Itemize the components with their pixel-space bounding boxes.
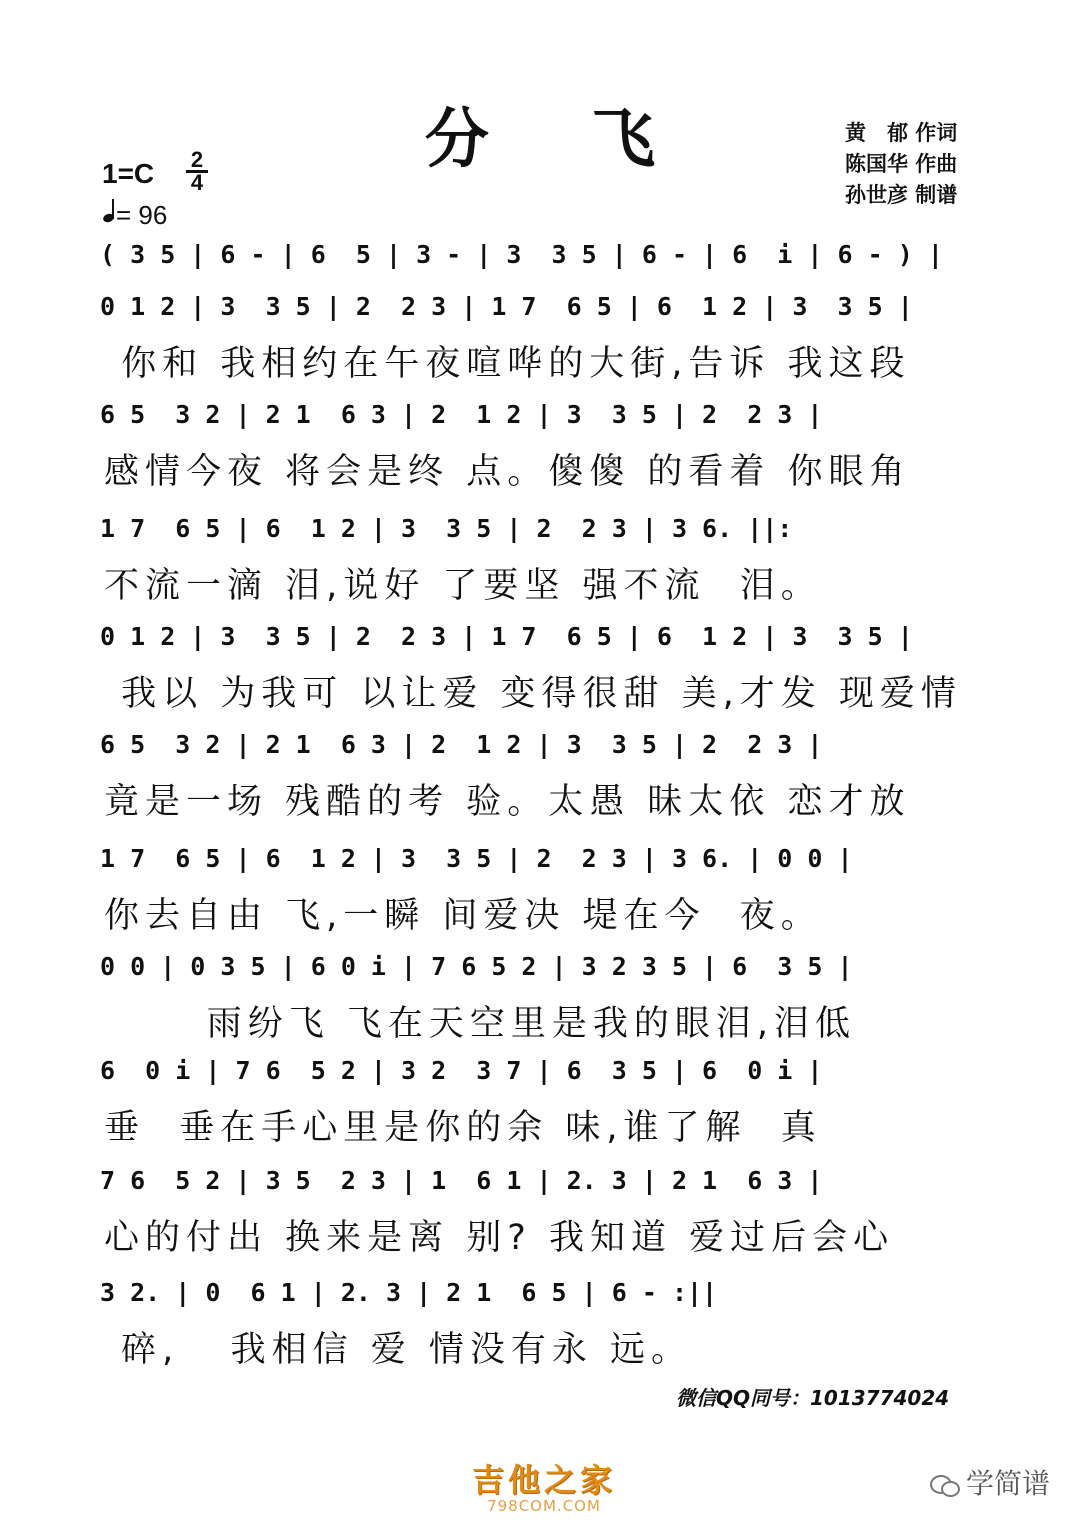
- notation-line-4: 1 7 6 5 | 6 1 2 | 3 3 5 | 2 2 3 | 3 6. ||:: [100, 514, 793, 543]
- lyric-line-7: 你去自由 飞,一瞬 间爱决 堤在今 夜。: [104, 896, 822, 936]
- time-signature: [185, 147, 209, 195]
- quarter-note-icon: [102, 198, 116, 224]
- site-logo-sub: 798COM.COM: [487, 1497, 601, 1515]
- notation-line-5: 0 1 2 | 3 3 5 | 2 2 3 | 1 7 6 5 | 6 1 2 | 3 3 5 |: [100, 622, 913, 651]
- key-signature: 1=C: [102, 158, 155, 189]
- notation-line-3: 6 5 3 2 | 2 1 6 3 | 2 1 2 | 3 3 5 | 2 2 3 |: [100, 400, 823, 429]
- arranger-credit: 孙世彦 制谱: [845, 183, 958, 207]
- lyric-line-9: 垂 垂在手心里是你的余 味,谁了解 真: [104, 1108, 822, 1148]
- credits: [845, 118, 957, 211]
- contact-line: 微信QQ同号：1013774024: [676, 1386, 950, 1410]
- notation-line-6: 6 5 3 2 | 2 1 6 3 | 2 1 2 | 3 3 5 | 2 2 3 |: [100, 730, 823, 759]
- lyric-line-3: 感情今夜 将会是终 点。傻傻 的看着 你眼角: [104, 452, 911, 492]
- lyricist-credit: 黄 郁 作词: [845, 121, 958, 145]
- brand-name: 学简谱: [966, 1467, 1051, 1500]
- notation-line-7: 1 7 6 5 | 6 1 2 | 3 3 5 | 2 2 3 | 3 6. | 0 0 |: [100, 844, 853, 873]
- lyric-line-11: 碎, 我相信 爱 情没有永 远。: [104, 1330, 693, 1370]
- notation-line-10: 7 6 5 2 | 3 5 2 3 | 1 6 1 | 2. 3 | 2 1 6 3 |: [100, 1166, 823, 1195]
- lyric-line-6: 竟是一场 残酷的考 验。太愚 昧太依 恋才放: [104, 782, 911, 822]
- notation-line-8: 0 0 | 0 3 5 | 6 0 i | 7 6 5 2 | 3 2 3 5 | 6 3 5 |: [100, 952, 853, 981]
- lyric-line-10: 心的付出 换来是离 别? 我知道 爱过后会心: [104, 1218, 895, 1258]
- lyric-line-8: 雨纷飞 飞在天空里是我的眼泪,泪低: [104, 1004, 857, 1044]
- lyric-line-5: 我以 为我可 以让爱 变得很甜 美,才发 现爱情: [104, 674, 962, 714]
- time-signature-bottom: 4: [190, 170, 204, 195]
- brand-watermark: [930, 1462, 1050, 1502]
- site-logo-main: 吉他之家: [472, 1461, 617, 1499]
- song-title: 分 飞: [424, 103, 696, 177]
- notation-line-9: 6 0 i | 7 6 5 2 | 3 2 3 7 | 6 3 5 | 6 0 i |: [100, 1056, 823, 1085]
- lyric-line-2: 你和 我相约在午夜喧哗的大街,告诉 我这段: [104, 344, 911, 384]
- notation-line-11: 3 2. | 0 6 1 | 2. 3 | 2 1 6 5 | 6 - :||: [100, 1278, 718, 1307]
- notation-line-2: 0 1 2 | 3 3 5 | 2 2 3 | 1 7 6 5 | 6 1 2 | 3 3 5 |: [100, 292, 913, 321]
- time-signature-top: 2: [190, 147, 204, 172]
- notation-line-1: ( 3 5 | 6 - | 6 5 | 3 - | 3 3 5 | 6 - | 6 i | 6 - ) |: [100, 240, 943, 269]
- lyric-line-4: 不流一滴 泪,说好 了要坚 强不流 泪。: [104, 566, 822, 606]
- tempo-marking: [102, 198, 167, 231]
- wechat-icon: [930, 1473, 960, 1497]
- tempo-value: = 96: [116, 200, 168, 230]
- site-logo: [472, 1455, 616, 1515]
- composer-credit: 陈国华 作曲: [845, 152, 958, 176]
